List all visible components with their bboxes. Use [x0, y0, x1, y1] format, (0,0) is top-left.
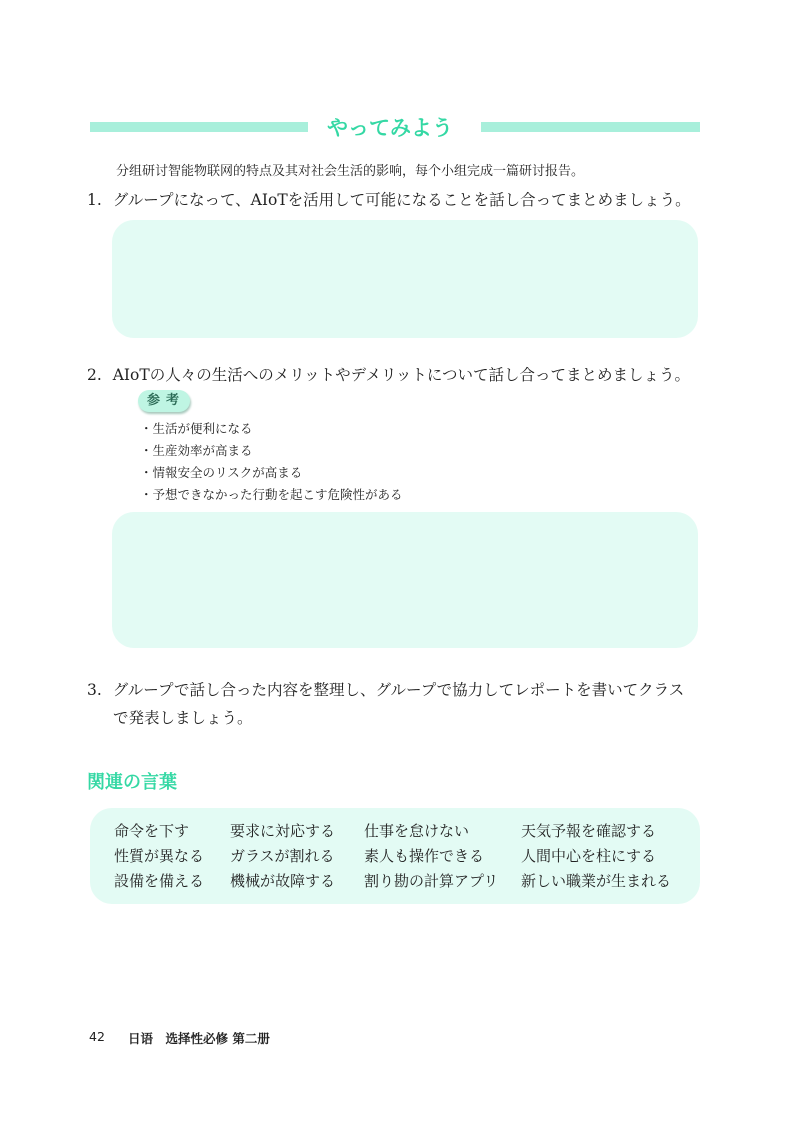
- header-bar-left: [90, 122, 308, 132]
- word-item: 要求に対応する: [230, 822, 336, 840]
- word-item: ガラスが割れる: [230, 847, 335, 865]
- question-3-number: 3.: [87, 681, 102, 699]
- question-2-number: 2.: [87, 366, 102, 384]
- book-title: 日语 选择性必修 第二册: [128, 1031, 270, 1046]
- word-item: 設備を備える: [114, 872, 205, 890]
- reference-item: ・生活が便利になる: [140, 421, 253, 436]
- question-3-text-line2: で発表しましょう。: [113, 709, 253, 727]
- reference-item: ・予想できなかった行動を起こす危険性がある: [140, 487, 403, 502]
- page-number: 42: [89, 1029, 105, 1044]
- question-1: [87, 186, 691, 214]
- word-item: 新しい職業が生まれる: [521, 872, 672, 890]
- word-item: 素人も操作できる: [364, 847, 485, 865]
- word-item: 天気予報を確認する: [521, 822, 657, 840]
- question-2: [87, 361, 690, 389]
- related-words-title: 関連の言葉: [87, 772, 177, 793]
- question-1-text: グループになって、AIoTを活用して可能になることを話し合ってまとめましょう。: [112, 191, 691, 209]
- question-3-text-line1: グループで話し合った内容を整理し、グループで協力してレポートを書いてクラス: [112, 681, 685, 699]
- answer-box-2[interactable]: [112, 512, 698, 648]
- intro-text: 分组研讨智能物联网的特点及其对社会生活的影响，每个小组完成一篇研讨报告。: [116, 164, 585, 179]
- word-item: 性質が異なる: [114, 847, 205, 865]
- word-item: 割り勘の計算アプリ: [364, 872, 499, 890]
- answer-box-1[interactable]: [112, 220, 698, 338]
- word-item: 命令を下す: [114, 822, 190, 840]
- header-bar-right: [481, 122, 700, 132]
- reference-item: ・情報安全のリスクが高まる: [140, 465, 303, 480]
- reference-badge: 参考: [138, 390, 190, 412]
- reference-list: [140, 418, 403, 506]
- question-1-number: 1.: [87, 191, 102, 209]
- word-item: 機械が故障する: [230, 872, 336, 890]
- section-title: やってみよう: [327, 116, 453, 140]
- word-item: 人間中心を柱にする: [521, 847, 657, 865]
- word-item: 仕事を怠けない: [364, 822, 470, 840]
- reference-item: ・生産効率が高まる: [140, 443, 253, 458]
- question-3: [87, 676, 684, 732]
- question-2-text: AIoTの人々の生活へのメリットやデメリットについて話し合ってまとめましょう。: [112, 366, 691, 384]
